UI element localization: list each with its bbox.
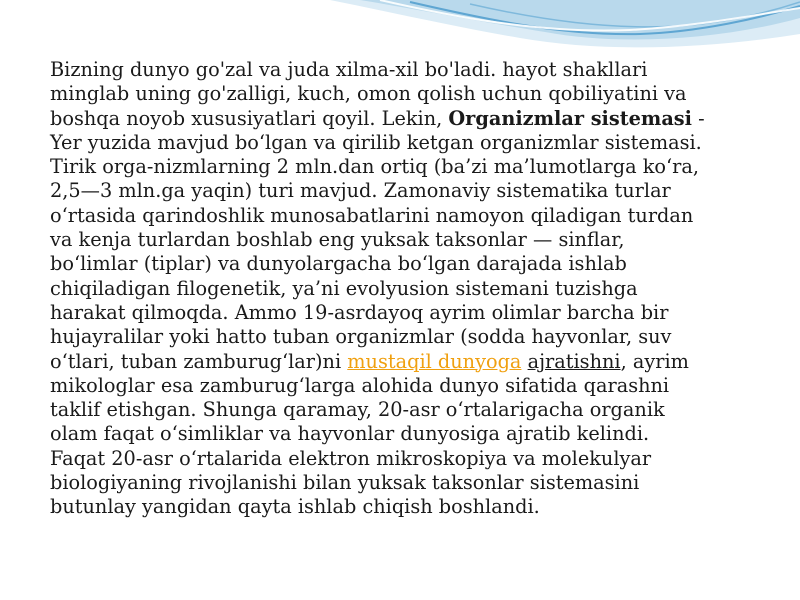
text-line-11: harakat qilmoqda. Ammo 19-asrdayoq ayrim olimlar barcha bir xyxy=(50,300,669,324)
text-line-3-lead: boshqa noyob xususiyatlari qoyil. Lekin, xyxy=(50,106,449,130)
paragraph-text xyxy=(50,58,762,520)
text-line-10: chiqiladigan filogenetik, ya’ni evolyusion sistemani tuzishga xyxy=(50,276,638,300)
text-line-3-tail: - xyxy=(692,106,705,130)
bold-term: Organizmlar sistemasi xyxy=(448,106,692,130)
body-paragraph xyxy=(50,58,762,520)
text-line-7: o‘rtasida qarindoshlik munosabatlarini namoyon qiladigan turdan xyxy=(50,203,694,227)
text-line-13 xyxy=(50,350,762,374)
text-line-5: Tirik orga-nizmlarning 2 mln.dan ortiq (ba’zi ma’lumotlarga ko‘ra, xyxy=(50,155,699,179)
text-line-13-tail: , ayrim xyxy=(620,349,689,373)
text-line-8: va kenja turlardan boshlab eng yuksak taksonlar — sinflar, xyxy=(50,228,625,252)
text-line-12: hujayralilar yoki hatto tuban organizmlar (sodda hayvonlar, suv xyxy=(50,325,672,349)
text-line-19: butunlay yangidan qayta ishlab chiqish boshlandi. xyxy=(50,495,540,519)
text-line-15: taklif etishgan. Shunga qaramay, 20-asr o‘rtalarigacha organik xyxy=(50,398,665,422)
text-line-17: Faqat 20-asr o‘rtalarida elektron mikroskopiya va molekulyar xyxy=(50,446,652,470)
text-line-4: Yer yuzida mavjud bo‘lgan va qirilib ketgan organizmlar sistemasi. xyxy=(50,130,702,154)
link-ajratishni[interactable]: ajratishni xyxy=(527,349,621,373)
link-mustaqil-dunyoga[interactable]: mustaqil dunyoga xyxy=(347,349,522,373)
text-line-14: mikologlar esa zamburug‘larga alohida dunyo sifatida qarashni xyxy=(50,373,670,397)
text-line-9: bo‘limlar (tiplar) va dunyolargacha bo‘lgan darajada ishlab xyxy=(50,252,627,276)
text-line-3 xyxy=(50,107,762,131)
text-line-16: olam faqat o‘simliklar va hayvonlar dunyosiga ajratib kelindi. xyxy=(50,422,650,446)
text-line-18: biologiyaning rivojlanishi bilan yuksak taksonlar sistemasini xyxy=(50,471,640,495)
text-line-13-lead: o‘tlari, tuban zamburug‘lar)ni xyxy=(50,349,348,373)
text-line-2: minglab uning go'zalligi, kuch, omon qolish uchun qobiliyatini va xyxy=(50,82,687,106)
text-line-1: Bizning dunyo go'zal va juda xilma-xil bo'ladi. hayot shakllari xyxy=(50,58,648,81)
text-line-6: 2,5—3 mln.ga yaqin) turi mavjud. Zamonaviy sistematika turlar xyxy=(50,179,671,203)
